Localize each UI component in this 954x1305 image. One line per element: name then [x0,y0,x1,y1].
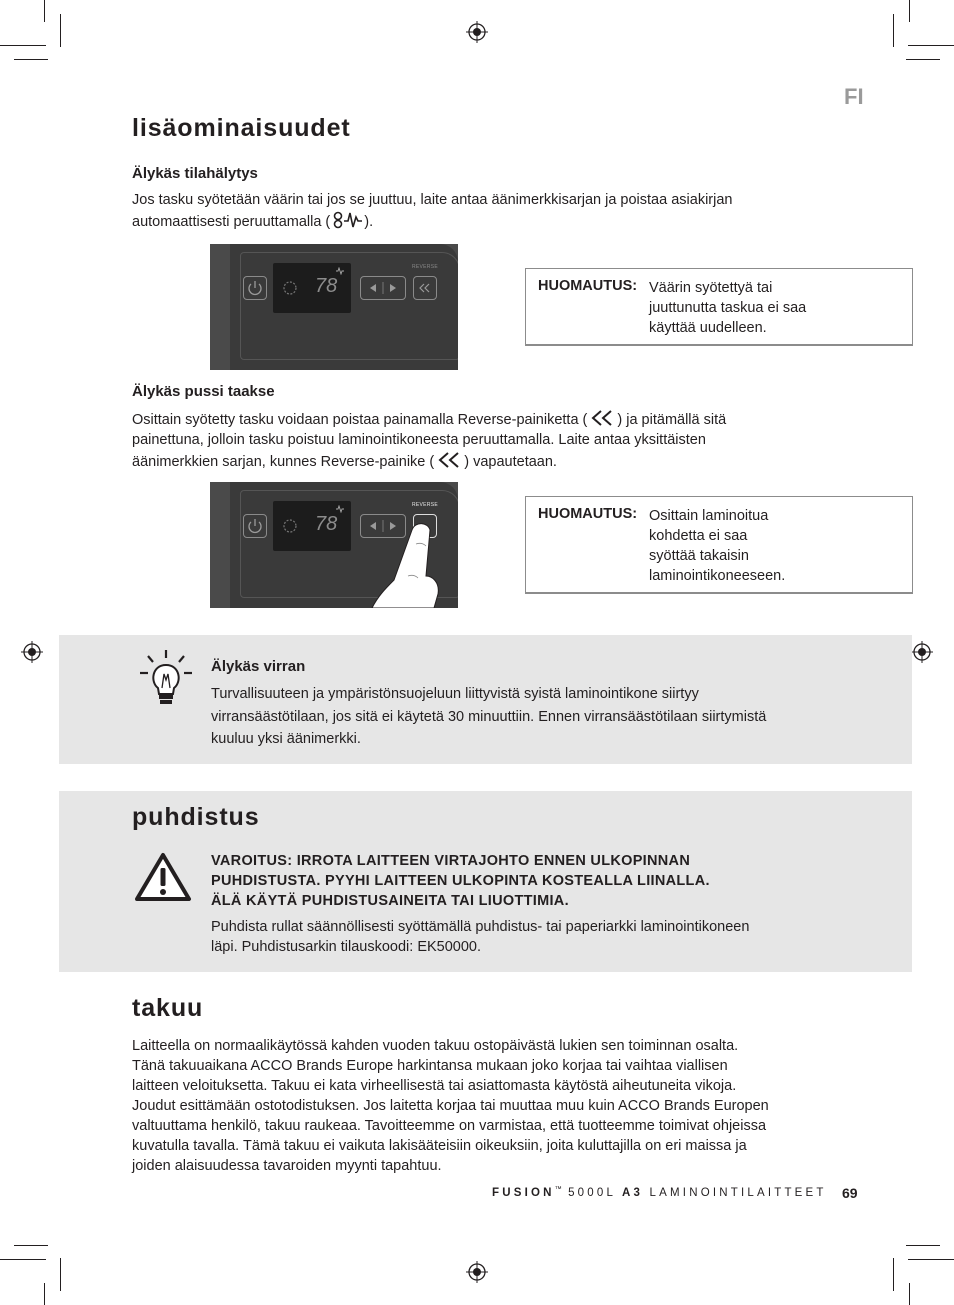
crop-mark [906,59,940,60]
note-label: HUOMAUTUS: [538,506,638,522]
jam-alert-heading: Älykäs tilahälytys [132,165,258,182]
crop-mark [44,1283,45,1305]
crop-mark [44,0,45,22]
power-icon [244,515,266,537]
crop-mark [906,1245,940,1246]
cleaning-box [59,791,912,972]
crop-mark [909,1283,910,1305]
cleaning-text: Puhdista rullat säännöllisesti syöttämällä puhdistus- tai paperiarkki laminointikoneen läpi. Puhdistusarkin tilauskoodi: EK50000. [211,919,750,955]
control-panel-reverse-illustration [210,482,458,608]
cleaning-warning: VAROITUS: IRROTA LAITTEEN VIRTAJOHTO ENNEN ULKOPINNAN PUHDISTUSTA. PYYHI LAITTEEN ULKOPINTA KOSTEALLA LIINALLA. ÄLÄ KÄYTÄ PUHDISTUSAINEITA TAI LIUOTTIMIA. [211,853,710,909]
page-number: 69 [842,1185,858,1201]
note-label: HUOMAUTUS: [538,278,638,294]
registration-mark-icon [466,1261,488,1283]
jam-alert-icon [330,210,364,230]
crop-mark [14,1245,48,1246]
jam-indicator-icon [335,267,345,275]
finger-pressing-icon [360,516,458,608]
timer-icon [281,279,299,297]
crop-mark [60,1258,61,1291]
power-tip-text: Turvallisuuteen ja ympäristönsuojeluun liittyvistä syistä laminointikone siirtyy virransäästötilaan, jos sitä ei käytetä 30 minuuttiin. Ennen virransäästötilaan siirtymistä kuuluu yksi äänimerkki. [211,686,767,747]
registration-mark-icon [21,641,43,663]
reverse-heading: Älykäs pussi taakse [132,383,275,400]
crop-mark [0,45,46,46]
temperature-readout: 78 [315,275,338,297]
crop-mark [60,14,61,47]
reverse-label: REVERSE [412,502,438,508]
registration-mark-icon [911,641,933,663]
control-panel-illustration [210,244,458,370]
section-title-warranty: takuu [132,994,204,1022]
note-text: Osittain laminoitua kohdetta ei saa syöttää takaisin laminointikoneeseen. [649,508,786,584]
note-box-reverse [525,496,913,594]
arrow-buttons [360,276,406,300]
jam-alert-text: Jos tasku syötetään väärin tai jos se juuttuu, laite antaa äänimerkkisarjan ja poistaa asiakirjan automaattisesti peruuttamalla ( ). [132,192,733,230]
language-tag: FI [844,84,864,109]
warranty-text: Laitteella on normaalikäytössä kahden vuoden takuu ostopäivästä lukien sen toiminnan osalta. Tänä takuuaikana ACCO Brands Europe harkintansa mukaan joko korjaa tai vaihtaa viallisen laitteen veloituksetta. Takuu ei kata virheellisestä tai asiattomasta käytöstä aiheutuneita vikoja. Joudut esittämään ostotodistuksen. Jos laitetta korjaa tai muuttaa muu kuin ACCO Brands Europen valtuuttama henkilö, takuu raukeaa. Tavoitteemme on varmistaa, että tuotteemme toimivat ohjeissa kuvatulla tavalla. Tämä takuu ei vaikuta lakisääteisiin oikeuksiin, joita kuluttajilla on eri maissa ja joiden alaisuudessa tavaroiden myynti tapahtuu. [132,1038,769,1174]
note-box-jam [525,268,913,346]
crop-mark [14,59,48,60]
crop-mark [0,1259,46,1260]
temperature-readout: 78 [315,513,338,535]
reverse-label: REVERSE [412,264,438,270]
power-tip-box [59,635,912,764]
lightbulb-icon [138,648,194,708]
reverse-icon [414,277,436,299]
note-text: Väärin syötettyä tai juuttunutta taskua ei saa käyttää uudelleen. [649,280,807,336]
reverse-icon [434,450,464,470]
power-icon [244,277,266,299]
reverse-text: Osittain syötetty tasku voidaan poistaa painamalla Reverse-painiketta ( ) ja pitämällä sitä painettuna, jolloin tasku poistuu laminointikoneesta peruuttamalla. Laite antaa yksittäisten äänimerkkien sarjan, kunnes Reverse-painike ( ) vapautetaan. [132,408,832,472]
section-title-cleaning: puhdistus [132,803,260,831]
lcd-display [273,501,351,551]
crop-mark [908,45,954,46]
lcd-display [273,263,351,313]
registration-mark-icon [466,21,488,43]
power-button [243,514,267,538]
warning-triangle-icon [134,852,192,902]
crop-mark [908,1259,954,1260]
power-button [243,276,267,300]
reverse-icon [587,408,617,428]
jam-indicator-icon [335,505,345,513]
section-title-features: lisäominaisuudet [132,114,351,142]
timer-icon [281,517,299,535]
crop-mark [893,14,894,47]
left-right-arrow-icon [361,277,405,299]
page-footer: FUSION™ 5000L A3 LAMINOINTILAITTEET [492,1186,827,1199]
power-tip-heading: Älykäs virran [211,658,306,675]
reverse-button [413,276,437,300]
crop-mark [909,0,910,22]
crop-mark [893,1258,894,1291]
